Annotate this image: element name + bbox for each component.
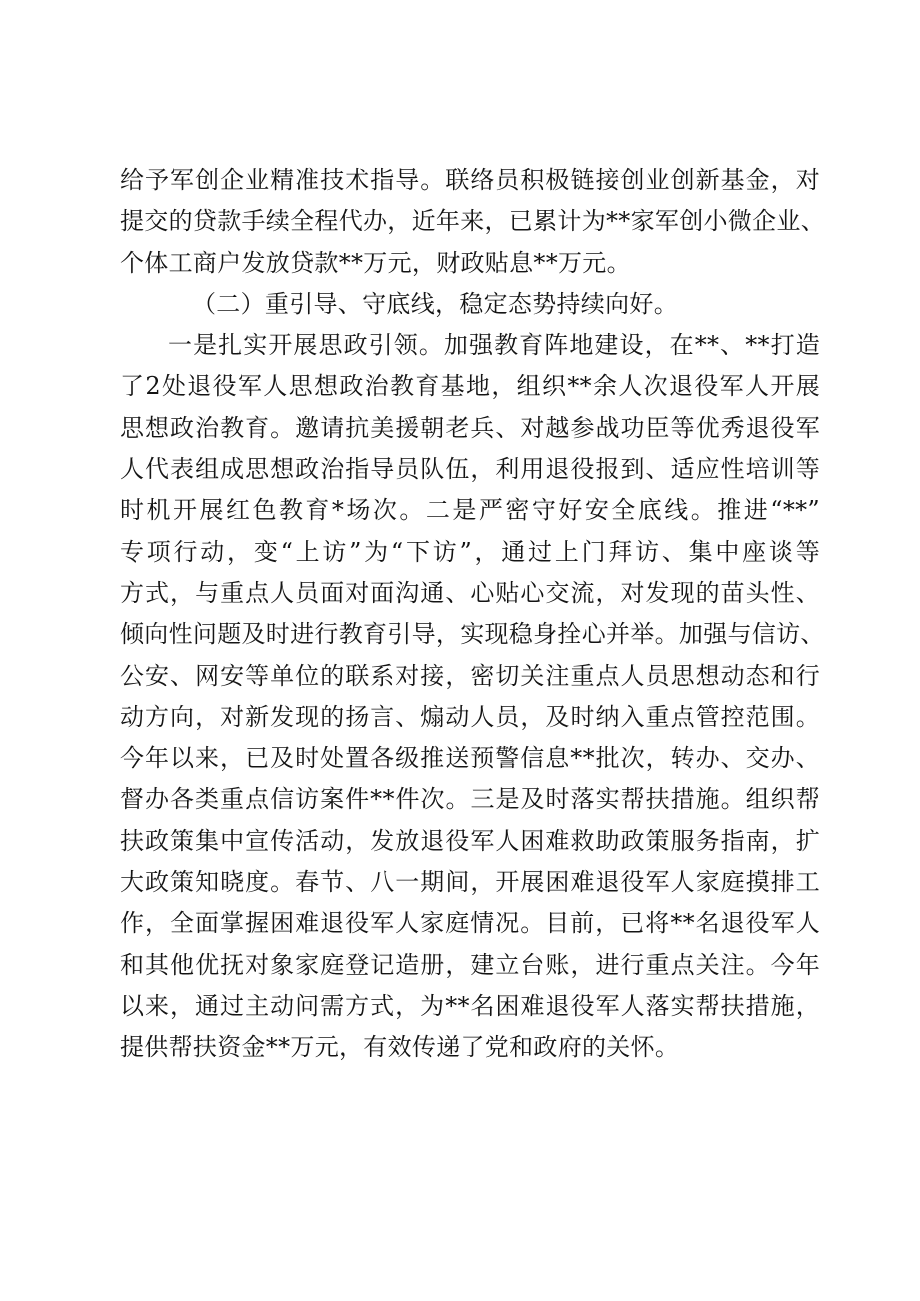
text-line: 提交的贷款手续全程代办，近年来，已累计为**家军创小微企业、 [120,207,825,236]
text-line: 时机开展红色教育*场次。二是严密守好安全底线。推进“**” [120,496,820,525]
text-line: 作，全面掌握困难退役军人家庭情况。目前，已将**名退役军人 [120,909,820,938]
text-line: 动方向，对新发现的扬言、煽动人员，及时纳入重点管控范围。 [120,702,820,731]
section-heading: （二）重引导、守底线，稳定态势持续向好。 [192,289,678,318]
text-line: 思想政治教育。邀请抗美援朝老兵、对越参战功臣等优秀退役军 [120,413,820,442]
text-line: 大政策知晓度。春节、八一期间，开展困难退役军人家庭摸排工 [120,868,820,897]
text-line: 方式，与重点人员面对面沟通、心贴心交流，对发现的苗头性、 [120,578,820,607]
text-line: 提供帮扶资金**万元，有效传递了党和政府的关怀。 [120,1033,680,1062]
text-line: 以来，通过主动问需方式，为**名困难退役军人落实帮扶措施， [120,991,820,1020]
text-line: 倾向性问题及时进行教育引导，实现稳身拴心并举。加强与信访、 [120,620,825,649]
text-line: 人代表组成思想政治指导员队伍，利用退役报到、适应性培训等 [120,455,820,484]
text-line: 今年以来，已及时处置各级推送预警信息**批次，转办、交办、 [120,744,820,773]
text-line: 了2处退役军人思想政治教育基地，组织**余人次退役军人开展 [120,372,820,401]
text-line: 专项行动，变“上访”为“下访”，通过上门拜访、集中座谈等 [120,537,820,566]
text-line: 和其他优抚对象家庭登记造册，建立台账，进行重点关注。今年 [120,950,820,979]
body-text [120,160,825,1069]
text-line: 公安、网安等单位的联系对接，密切关注重点人员思想动态和行 [120,661,820,690]
text-line: 个体工商户发放贷款**万元，财政贴息**万元。 [120,248,631,277]
text-line: 一是扎实开展思政引领。加强教育阵地建设，在**、**打造 [168,331,820,360]
text-line: 扶政策集中宣传活动，发放退役军人困难救助政策服务指南，扩 [120,826,820,855]
text-line: 督办各类重点信访案件**件次。三是及时落实帮扶措施。组织帮 [120,785,820,814]
text-line: 给予军创企业精准技术指导。联络员积极链接创业创新基金，对 [120,166,820,194]
